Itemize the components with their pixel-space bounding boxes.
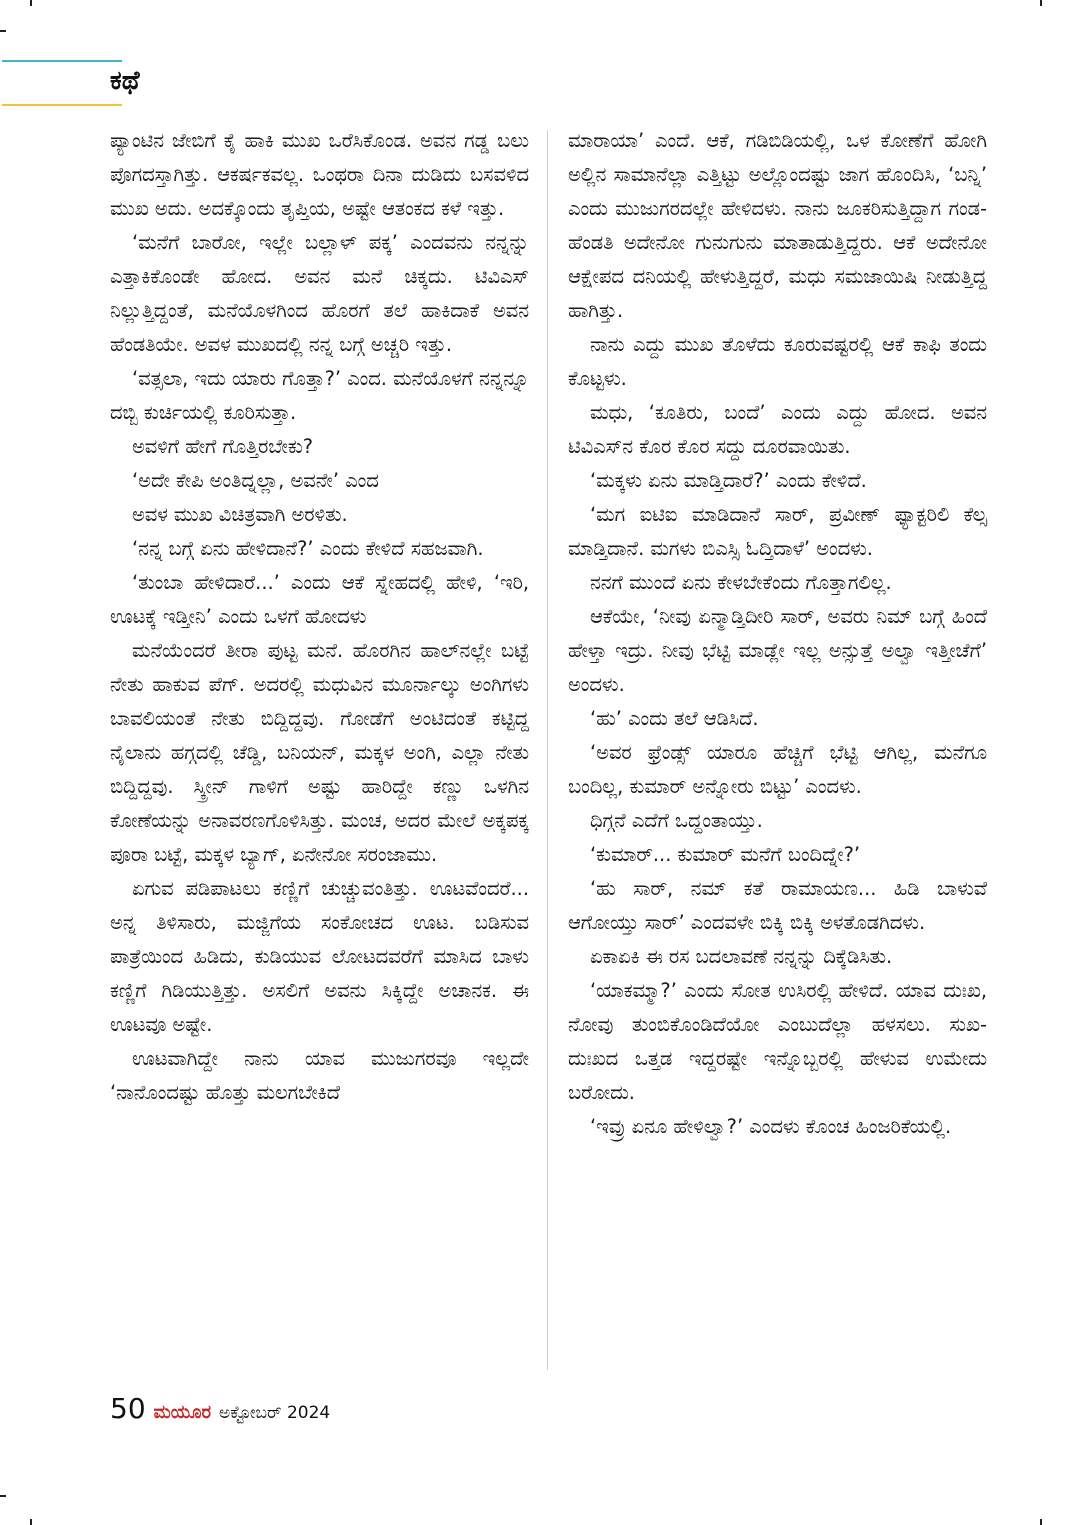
- paragraph: ‘ನನ್ನ ಬಗ್ಗೆ ಏನು ಹೇಳಿದಾನೆ?’ ಎಂದು ಕೇಳಿದೆ ಸಹಜವಾಗಿ.: [132, 537, 484, 560]
- paragraph: ‘ವತ್ಸಲಾ, ಇದು ಯಾರು ಗೊತ್ತಾ?’ ಎಂದ. ಮನೆಯೊಳಗೆ ನನ್ನನ್ನೂ ದಬ್ಬಿ ಕುರ್ಚಿಯಲ್ಲಿ ಕೂರಿಸುತ್ತಾ.: [110, 367, 529, 424]
- paragraph: ‘ಹು ಸಾರ್, ನಮ್ ಕತೆ ರಾಮಾಯಣ... ಹಿಡಿ ಬಾಳುವೆ ಆಗೋಯ್ತು ಸಾರ್’ ಎಂದವಳೇ ಬಿಕ್ಕಿ ಬಿಕ್ಕಿ ಅಳತೊಡಗಿದಳು.: [568, 877, 987, 934]
- paragraph: ‘ಇವ್ರು ಏನೂ ಹೇಳಿಲ್ವಾ?’ ಎಂದಳು ಕೊಂಚ ಹಿಂಜರಿಕೆಯಲ್ಲಿ.: [590, 1115, 952, 1138]
- crop-mark: [1040, 0, 1042, 6]
- paragraph: ‘ಅದೇ ಕೇಪಿ ಅಂತಿದ್ನಲ್ಲಾ, ಅವನೇ’ ಎಂದ: [132, 469, 379, 492]
- paragraph: ಮನೆಯೆಂದರೆ ತೀರಾ ಪುಟ್ಟ ಮನೆ. ಹೊರಗಿನ ಹಾಲ್‌ನಲ್ಲೇ ಬಟ್ಟೆ ನೇತು ಹಾಕುವ ಪೆಗ್. ಅದರಲ್ಲಿ ಮಧುವಿನ ಮೂರ್ನಾಲ್ಕು ಅಂಗಿಗಳು ಬಾವಲಿಯಂತೆ ನೇತು ಬಿದ್ದಿದ್ದವು. ಗೋಡೆಗೆ ಅಂಟಿದಂತೆ ಕಟ್ಟಿದ್ದ ನೈಲಾನು ಹಗ್ಗದಲ್ಲಿ ಚೆಡ್ಡಿ, ಬನಿಯನ್, ಮಕ್ಕಳ ಅಂಗಿ, ಎಲ್ಲಾ ನೇತು ಬಿದ್ದಿದ್ದವು. ಸ್ಕ್ರೀನ್ ಗಾಳಿಗೆ ಅಷ್ಟು ಹಾರಿದ್ದೇ ಕಣ್ಣು ಒಳಗಿನ ಕೋಣೆಯನ್ನು ಅನಾವರಣಗೊಳಿಸಿತ್ತು. ಮಂಚ, ಅದರ ಮೇಲೆ ಅಕ್ಕಪಕ್ಕ ಪೂರಾ ಬಟ್ಟೆ, ಮಕ್ಕಳ ಬ್ಯಾಗ್, ಏನೇನೋ ಸರಂಜಾಮು.: [110, 639, 529, 866]
- crop-mark: [30, 0, 32, 6]
- header-rule-top: [2, 60, 122, 62]
- paragraph: ನನಗೆ ಮುಂದೆ ಏನು ಕೇಳಬೇಕೆಂದು ಗೊತ್ತಾಗಲಿಲ್ಲ.: [590, 571, 892, 594]
- paragraph: ‘ಮಕ್ಕಳು ಏನು ಮಾಡ್ತಿದಾರೆ?’ ಎಂದು ಕೇಳಿದೆ.: [590, 469, 867, 492]
- crop-mark: [1040, 1519, 1042, 1525]
- paragraph: ನಾನು ಎದ್ದು ಮುಖ ತೊಳೆದು ಕೂರುವಷ್ಟರಲ್ಲಿ ಆಕೆ ಕಾಫಿ ತಂದು ಕೊಟ್ಟಳು.: [568, 333, 987, 390]
- magazine-name: ಮಯೂರ: [153, 1402, 212, 1423]
- paragraph: ಏಗುವ ಪಡಿಪಾಟಲು ಕಣ್ಣಿಗೆ ಚುಚ್ಚುವಂತಿತ್ತು. ಊಟವೆಂದರೆ... ಅನ್ನ ತಿಳಿಸಾರು, ಮಜ್ಜಿಗೆಯ ಸಂಕೋಚದ ಊಟ. ಬಡಿಸುವ ಪಾತ್ರೆಯಿಂದ ಹಿಡಿದು, ಕುಡಿಯುವ ಲೋಟದವರೆಗೆ ಮಾಸಿದ ಬಾಳು ಕಣ್ಣಿಗೆ ಗಿಡಿಯುತ್ತಿತ್ತು. ಅಸಲಿಗೆ ಅವನು ಸಿಕ್ಕಿದ್ದೇ ಅಚಾನಕ. ಈ ಊಟವೂ ಅಷ್ಟೇ.: [110, 877, 529, 1036]
- paragraph: ‘ಹು’ ಎಂದು ತಲೆ ಆಡಿಸಿದೆ.: [590, 707, 759, 730]
- paragraph: ‘ಮನೆಗೆ ಬಾರೋ, ಇಲ್ಲೇ ಬಲ್ಲಾಳ್ ಪಕ್ಕ’ ಎಂದವನು ನನ್ನನ್ನು ಎತ್ತಾಕಿಕೊಂಡೇ ಹೋದ. ಅವನ ಮನೆ ಚಿಕ್ಕದು. ಟಿವಿಎಸ್ ನಿಲ್ಲುತ್ತಿದ್ದಂತೆ, ಮನೆಯೊಳಗಿಂದ ಹೊರಗೆ ತಲೆ ಹಾಕಿದಾಕೆ ಅವನ ಹೆಂಡತಿಯೇ. ಅವಳ ಮುಖದಲ್ಲಿ ನನ್ನ ಬಗ್ಗೆ ಅಚ್ಚರಿ ಇತ್ತು.: [110, 231, 529, 356]
- right-column: [568, 124, 987, 1144]
- paragraph: ಆಕೆಯೇ, ‘ನೀವು ಏನ್ಮಾಡ್ತಿದೀರಿ ಸಾರ್, ಅವರು ನಿಮ್ ಬಗ್ಗೆ ಹಿಂದೆ ಹೇಳ್ತಾ ಇದ್ರು. ನೀವು ಭೆಟ್ಟಿ ಮಾಡ್ಲೇ ಇಲ್ಲ ಅನ್ಸುತ್ತೆ ಅಲ್ವಾ ಇತ್ತೀಚೆಗೆ’ ಅಂದಳು.: [568, 605, 987, 696]
- issue-date: ಅಕ್ಟೋಬರ್ 2024: [219, 1403, 331, 1423]
- paragraph: ಮಾರಾಯಾ’ ಎಂದೆ. ಆಕೆ, ಗಡಿಬಿಡಿಯಲ್ಲಿ, ಒಳ ಕೋಣೆಗೆ ಹೋಗಿ ಅಲ್ಲಿನ ಸಾಮಾನೆಲ್ಲಾ ಎತ್ತಿಟ್ಟು ಅಲ್ಲೊಂದಷ್ಟು ಜಾಗ ಹೊಂದಿಸಿ, ‘ಬನ್ನಿ’ ಎಂದು ಮುಜುಗರದಲ್ಲೇ ಹೇಳಿದಳು. ನಾನು ಜೂಕರಿಸುತ್ತಿದ್ದಾಗ ಗಂಡ-ಹೆಂಡತಿ ಅದೇನೋ ಗುನುಗುನು ಮಾತಾಡುತ್ತಿದ್ದರು. ಆಕೆ ಅದೇನೋ ಆಕ್ಷೇಪದ ದನಿಯಲ್ಲಿ ಹೇಳುತ್ತಿದ್ದರೆ, ಮಧು ಸಮಜಾಯಿಷಿ ನೀಡುತ್ತಿದ್ದ ಹಾಗಿತ್ತು.: [568, 129, 987, 322]
- paragraph: ಧಿಗ್ಗನೆ ಎದೆಗೆ ಒದ್ದಂತಾಯ್ತು.: [590, 809, 763, 832]
- paragraph: ಅವಳಿಗೆ ಹೇಗೆ ಗೊತ್ತಿರಬೇಕು?: [132, 435, 314, 458]
- crop-mark: [0, 30, 6, 32]
- page-number: 50: [110, 1392, 146, 1425]
- paragraph: ‘ಯಾಕಮ್ಮಾ?’ ಎಂದು ಸೋತ ಉಸಿರಲ್ಲಿ ಹೇಳಿದೆ. ಯಾವ ದುಃಖ, ನೋವು ತುಂಬಿಕೊಂಡಿದೆಯೋ ಎಂಬುದೆಲ್ಲಾ ಹಳಸಲು. ಸುಖ-ದುಃಖದ ಒತ್ತಡ ಇದ್ದರಷ್ಟೇ ಇನ್ನೊಬ್ಬರಲ್ಲಿ ಹೇಳುವ ಉಮೇದು ಬರೋದು.: [568, 979, 987, 1104]
- paragraph: ‘ತುಂಬಾ ಹೇಳಿದಾರೆ...’ ಎಂದು ಆಕೆ ಸ್ನೇಹದಲ್ಲಿ ಹೇಳಿ, ‘ಇರಿ, ಊಟಕ್ಕೆ ಇಡ್ತೀನಿ’ ಎಂದು ಒಳಗೆ ಹೋದಳು: [110, 571, 529, 628]
- paragraph: ಏಕಾಏಕಿ ಈ ರಸ ಬದಲಾವಣೆ ನನ್ನನ್ನು ದಿಕ್ಕೆಡಿಸಿತು.: [590, 945, 893, 968]
- crop-mark: [0, 1495, 6, 1497]
- paragraph: ಅವಳ ಮುಖ ವಿಚಿತ್ರವಾಗಿ ಅರಳಿತು.: [132, 503, 348, 526]
- paragraph: ‘ಮಗ ಐಟಿಐ ಮಾಡಿದಾನೆ ಸಾರ್, ಪ್ರವೀಣ್ ಫ್ಯಾಕ್ಟರಿಲಿ ಕೆಲ್ಸ ಮಾಡ್ತಿದಾನೆ. ಮಗಳು ಬಿಎಸ್ಸಿ ಓದ್ತಿದಾಳೆ’ ಅಂದಳು.: [568, 503, 987, 560]
- paragraph: ‘ಕುಮಾರ್... ಕುಮಾರ್ ಮನೆಗೆ ಬಂದಿದ್ನೇ?’: [590, 843, 861, 866]
- paragraph: ಪ್ಯಾಂಟಿನ ಜೇಬಿಗೆ ಕೈ ಹಾಕಿ ಮುಖ ಒರೆಸಿಕೊಂಡ. ಅವನ ಗಡ್ಡ ಬಲು ಪೊಗದಸ್ತಾಗಿತ್ತು. ಆಕರ್ಷಕವಲ್ಲ. ಒಂಥರಾ ದಿನಾ ದುಡಿದು ಬಸವಳಿದ ಮುಖ ಅದು. ಅದಕ್ಕೊಂದು ತೃಪ್ತಿಯ, ಅಷ್ಟೇ ಆತಂಕದ ಕಳೆ ಇತ್ತು.: [110, 129, 529, 220]
- paragraph: ‘ಅವರ ಫ್ರೆಂಡ್ಸ್ ಯಾರೂ ಹೆಚ್ಚಿಗೆ ಭೆಟ್ಟಿ ಆಗಿಲ್ಲ, ಮನೆಗೂ ಬಂದಿಲ್ಲ, ಕುಮಾರ್ ಅನ್ನೋರು ಬಿಟ್ಟು’ ಎಂದಳು.: [568, 741, 987, 798]
- left-column: [110, 124, 529, 1110]
- paragraph: ಊಟವಾಗಿದ್ದೇ ನಾನು ಯಾವ ಮುಜುಗರವೂ ಇಲ್ಲದೇ ‘ನಾನೊಂದಷ್ಟು ಹೊತ್ತು ಮಲಗಬೇಕಿದೆ: [110, 1047, 529, 1104]
- crop-mark: [30, 1519, 32, 1525]
- page-footer: [110, 1392, 330, 1428]
- paragraph: ಮಧು, ‘ಕೂತಿರು, ಬಂದೆ’ ಎಂದು ಎದ್ದು ಹೋದ. ಅವನ ಟಿವಿಎಸ್‌ನ ಕೊರ ಕೊರ ಸದ್ದು ದೂರವಾಯಿತು.: [568, 401, 987, 458]
- section-label: ಕಥೆ: [110, 66, 140, 96]
- header-rule-bottom: [2, 104, 122, 106]
- column-divider: [547, 130, 548, 1370]
